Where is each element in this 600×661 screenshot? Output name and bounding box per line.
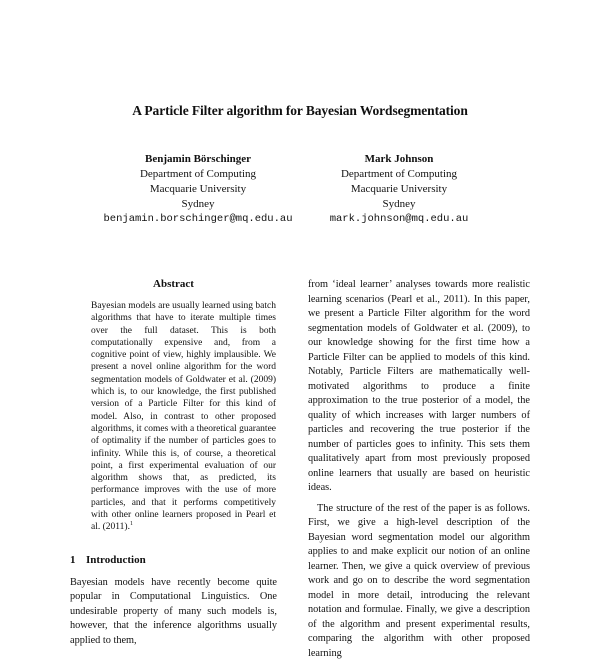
author-university: Macquarie University xyxy=(279,182,519,197)
abstract-body: Bayesian models are usually learned using batch algorithms that have to iterate multiple times over the full dataset. This is both computationally expensive and, from a cognitive point of view, highly implausible. We present a novel online algorithm for the word segmentation models of Goldwater et al. (2009) which is, to our knowledge, the first published version of a Particle Filter for this kind of model. Also, in contrast to other proposed algorithms, it comes with a theoretical guarantee of optimality if the number of particles goes to infinity. While this is, of course, a theoretical point, a first experimental evaluation of our algorithm shows that, as predicted, its performance improves with the use of more particles, and that it performs competitively with other online learners proposed in Pearl et al. (2011). xyxy=(91,301,276,532)
right-column xyxy=(308,278,530,661)
author-city: Sydney xyxy=(279,197,519,212)
author-email: benjamin.borschinger@mq.edu.au xyxy=(78,212,318,227)
footnote-mark: 1 xyxy=(130,521,133,527)
intro-paragraph-right-1: from ‘ideal learner’ analyses towards more realistic learning scenarios (Pearl et al., 2011). In this paper, we present a Particle Filter algorithm for the word segmentation models of Goldwater et al. (2009), to our knowledge showing for the first time how a Particle Filter can be applied to models of this kind. Notably, Particle Filters are mathematically well-motivated algorithms to produce a finite approximation to the true posterior of a model, the quality of which increases with larger numbers of particles and recovering the true posterior if the number of particles goes to infinity. This sets them qualitatively apart from most previously proposed online learners that usually are based on heuristic ideas. xyxy=(308,278,530,496)
author-name: Mark Johnson xyxy=(279,152,519,167)
author-city: Sydney xyxy=(78,197,318,212)
abstract-heading: Abstract xyxy=(70,278,277,290)
left-column xyxy=(70,278,277,648)
section-number: 1 xyxy=(70,554,86,566)
intro-paragraph-left: Bayesian models have recently become quite popular in Computational Linguistics. One undesirable property of many such models is, however, that the inference algorithms usually applied to them, xyxy=(70,576,277,649)
author-department: Department of Computing xyxy=(279,167,519,182)
section-heading-introduction xyxy=(70,554,277,566)
author-department: Department of Computing xyxy=(78,167,318,182)
author-university: Macquarie University xyxy=(78,182,318,197)
author-email: mark.johnson@mq.edu.au xyxy=(279,212,519,227)
abstract-text xyxy=(91,300,276,534)
intro-paragraph-right-2: The structure of the rest of the paper is as follows. First, we give a high-level description of the Bayesian word segmentation model our algorithm applies to and make explicit our notion of an online learner. Then, we give a quick overview of previous work and go on to describe the word segmentation model in more detail, introducing the relevant notation and formulae. Finally, we give a description of the algorithm and present experimental results, comparing the algorithm with other proposed learning xyxy=(308,502,530,661)
paper-title: A Particle Filter algorithm for Bayesian Wordsegmentation xyxy=(0,103,600,119)
author-name: Benjamin Börschinger xyxy=(78,152,318,167)
author-block-2 xyxy=(279,152,519,227)
section-title: Introduction xyxy=(86,554,146,566)
